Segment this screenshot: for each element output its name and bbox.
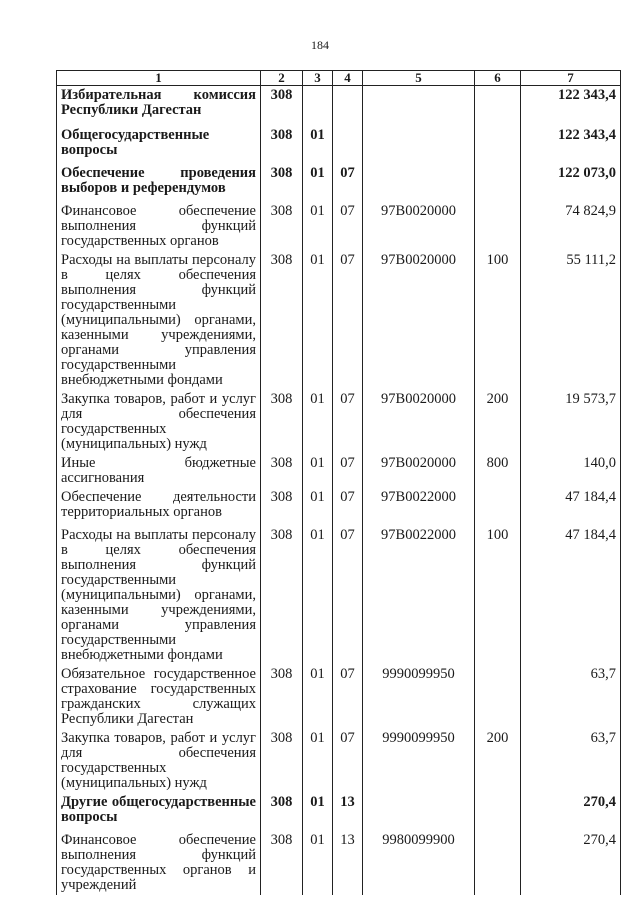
row-csr: 97В0020000 (363, 251, 475, 390)
header-col-1: 1 (57, 71, 261, 86)
row-pr: 07 (333, 390, 363, 454)
row-sum: 140,0 (521, 454, 621, 488)
row-csr: 97В0022000 (363, 526, 475, 665)
row-name: Избирательная комиссия Республики Дагестан (57, 86, 261, 126)
row-ved: 308 (261, 202, 303, 251)
row-csr: 97В0020000 (363, 454, 475, 488)
row-pr: 07 (333, 729, 363, 793)
row-ved: 308 (261, 164, 303, 202)
row-ved: 308 (261, 454, 303, 488)
row-name: Обеспечение деятельности территориальных органов (57, 488, 261, 526)
table-row (57, 729, 621, 793)
row-ved: 308 (261, 793, 303, 831)
table-row (57, 526, 621, 665)
row-csr (363, 793, 475, 831)
row-name: Общегосударственные вопросы (57, 126, 261, 164)
row-vr (475, 488, 521, 526)
row-rz: 01 (303, 665, 333, 729)
row-rz: 01 (303, 454, 333, 488)
row-name: Расходы на выплаты персоналу в целях обеспечения выполнения функций государственными (муниципальными) органами, казенными учреждениями, органами управления государственными внебюджетными фондами (57, 251, 261, 390)
row-sum: 47 184,4 (521, 526, 621, 665)
row-pr: 07 (333, 488, 363, 526)
row-vr (475, 164, 521, 202)
row-rz: 01 (303, 202, 333, 251)
row-vr: 100 (475, 526, 521, 665)
row-name: Другие общегосударственные вопросы (57, 793, 261, 831)
row-pr: 07 (333, 454, 363, 488)
row-vr (475, 86, 521, 126)
row-rz: 01 (303, 251, 333, 390)
row-pr: 13 (333, 793, 363, 831)
row-pr: 07 (333, 251, 363, 390)
row-vr (475, 202, 521, 251)
table-row (57, 390, 621, 454)
table-row (57, 831, 621, 895)
row-rz: 01 (303, 126, 333, 164)
row-csr: 97В0020000 (363, 202, 475, 251)
row-vr (475, 665, 521, 729)
row-name: Обеспечение проведения выборов и референдумов (57, 164, 261, 202)
row-ved: 308 (261, 488, 303, 526)
row-ved: 308 (261, 126, 303, 164)
row-pr: 07 (333, 665, 363, 729)
row-name: Обязательное государственное страхование государственных гражданских служащих Республики Дагестан (57, 665, 261, 729)
row-name: Иные бюджетные ассигнования (57, 454, 261, 488)
row-ved: 308 (261, 86, 303, 126)
header-col-7: 7 (521, 71, 621, 86)
row-pr: 07 (333, 202, 363, 251)
row-vr: 200 (475, 729, 521, 793)
row-name: Закупка товаров, работ и услуг для обеспечения государственных (муниципальных) нужд (57, 390, 261, 454)
row-sum: 122 073,0 (521, 164, 621, 202)
table-row (57, 454, 621, 488)
row-sum: 74 824,9 (521, 202, 621, 251)
table-row (57, 126, 621, 164)
header-row (57, 71, 621, 86)
row-pr: 07 (333, 164, 363, 202)
row-name: Финансовое обеспечение выполнения функций государственных органов и учреждений (57, 831, 261, 895)
row-rz: 01 (303, 390, 333, 454)
page-number: 184 (311, 38, 329, 52)
table-row (57, 251, 621, 390)
row-rz: 01 (303, 164, 333, 202)
row-csr (363, 86, 475, 126)
row-sum: 122 343,4 (521, 86, 621, 126)
header-col-6: 6 (475, 71, 521, 86)
row-pr: 07 (333, 526, 363, 665)
row-pr: 13 (333, 831, 363, 895)
row-sum: 63,7 (521, 729, 621, 793)
header-col-4: 4 (333, 71, 363, 86)
row-name: Расходы на выплаты персоналу в целях обеспечения выполнения функций государственными (муниципальными) органами, казенными учреждениями, органами управления государственными внебюджетными фондами (57, 526, 261, 665)
row-pr (333, 126, 363, 164)
row-sum: 19 573,7 (521, 390, 621, 454)
row-ved: 308 (261, 390, 303, 454)
row-rz (303, 86, 333, 126)
table-row (57, 202, 621, 251)
header-col-2: 2 (261, 71, 303, 86)
table-row (57, 665, 621, 729)
row-vr: 200 (475, 390, 521, 454)
row-rz: 01 (303, 793, 333, 831)
row-ved: 308 (261, 665, 303, 729)
row-rz: 01 (303, 526, 333, 665)
row-vr (475, 793, 521, 831)
row-csr: 9990099950 (363, 729, 475, 793)
row-sum: 47 184,4 (521, 488, 621, 526)
row-pr (333, 86, 363, 126)
row-sum: 63,7 (521, 665, 621, 729)
header-col-5: 5 (363, 71, 475, 86)
row-csr (363, 164, 475, 202)
table-row (57, 488, 621, 526)
row-sum: 270,4 (521, 831, 621, 895)
row-csr: 97В0022000 (363, 488, 475, 526)
table-row (57, 793, 621, 831)
row-sum: 55 111,2 (521, 251, 621, 390)
row-rz: 01 (303, 729, 333, 793)
header-col-3: 3 (303, 71, 333, 86)
row-ved: 308 (261, 729, 303, 793)
row-name: Закупка товаров, работ и услуг для обеспечения государственных (муниципальных) нужд (57, 729, 261, 793)
row-vr: 100 (475, 251, 521, 390)
row-sum: 122 343,4 (521, 126, 621, 164)
row-vr (475, 126, 521, 164)
row-sum: 270,4 (521, 793, 621, 831)
row-rz: 01 (303, 831, 333, 895)
row-rz: 01 (303, 488, 333, 526)
row-ved: 308 (261, 526, 303, 665)
row-ved: 308 (261, 831, 303, 895)
row-vr (475, 831, 521, 895)
row-ved: 308 (261, 251, 303, 390)
table-row (57, 86, 621, 126)
table-row (57, 164, 621, 202)
row-name: Финансовое обеспечение выполнения функций государственных органов (57, 202, 261, 251)
row-vr: 800 (475, 454, 521, 488)
row-csr: 97В0020000 (363, 390, 475, 454)
row-csr: 9990099950 (363, 665, 475, 729)
row-csr: 9980099900 (363, 831, 475, 895)
row-csr (363, 126, 475, 164)
budget-table (56, 70, 621, 895)
